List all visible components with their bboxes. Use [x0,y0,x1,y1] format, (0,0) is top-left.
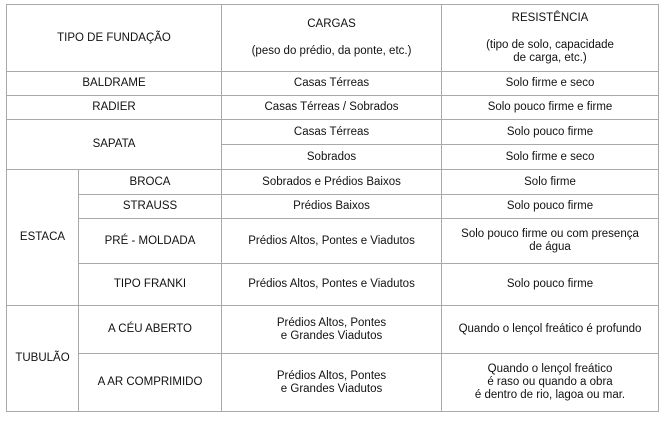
cargas-radier: Casas Térreas / Sobrados [222,96,442,120]
table-row-broca [7,170,659,195]
header-resistencia-subtitle: (tipo de solo, capacidade de carga, etc.) [486,38,614,64]
cargas-ar-comprimido: Prédios Altos, Pontes e Grandes Viadutos [222,354,442,412]
resistencia-baldrame: Solo firme e seco [442,72,659,96]
tipo-strauss: STRAUSS [79,195,222,219]
resistencia-ceu-aberto: Quando o lençol freático é profundo [442,306,659,354]
table-row-radier [7,96,659,120]
tipo-radier: RADIER [7,96,222,120]
resistencia-strauss: Solo pouco firme [442,195,659,219]
cargas-pre-moldada: Prédios Altos, Pontes e Viadutos [222,219,442,264]
table-row-ceu-aberto [7,306,659,354]
resistencia-pre-moldada: Solo pouco firme ou com presença de água [442,219,659,264]
cargas-broca: Sobrados e Prédios Baixos [222,170,442,195]
header-cargas-title: CARGAS [307,18,356,30]
tipo-broca: BROCA [79,170,222,195]
header-row [7,5,659,72]
tipo-sapata: SAPATA [7,120,222,170]
table-row-tipo-franki [7,264,659,306]
header-cargas-cell [222,5,442,72]
table-row-baldrame [7,72,659,96]
cargas-tipo-franki: Prédios Altos, Pontes e Viadutos [222,264,442,306]
group-tubulao: TUBULÃO [7,306,79,412]
resistencia-radier: Solo pouco firme e firme [442,96,659,120]
tipo-ar-comprimido: A AR COMPRIMIDO [79,354,222,412]
tipo-ceu-aberto: A CÉU ABERTO [79,306,222,354]
table-row-ar-comprimido [7,354,659,412]
cargas-sapata-2: Sobrados [222,145,442,170]
resistencia-broca: Solo firme [442,170,659,195]
resistencia-tipo-franki: Solo pouco firme [442,264,659,306]
group-estaca: ESTACA [7,170,79,306]
resistencia-ar-comprimido: Quando o lençol freático é raso ou quando a obra é dentro de rio, lagoa ou mar. [442,354,659,412]
header-resistencia-cell [442,5,659,72]
header-tipo: TIPO DE FUNDAÇÃO [57,31,171,44]
table-row-pre-moldada [7,219,659,264]
header-resistencia-title: RESISTÊNCIA [511,11,589,24]
tipo-tipo-franki: TIPO FRANKI [79,264,222,306]
cargas-ceu-aberto: Prédios Altos, Pontes e Grandes Viadutos [222,306,442,354]
cargas-sapata-1: Casas Térreas [222,120,442,145]
cargas-baldrame: Casas Térreas [222,72,442,96]
tipo-baldrame: BALDRAME [7,72,222,96]
cargas-strauss: Prédios Baixos [222,195,442,219]
foundation-types-table [6,4,659,412]
header-tipo-cell [7,5,222,72]
resistencia-sapata-1: Solo pouco firme [442,120,659,145]
table-row-strauss [7,195,659,219]
resistencia-sapata-2: Solo firme e seco [442,145,659,170]
table-row-sapata-1 [7,120,659,145]
header-cargas-subtitle: (peso do prédio, da ponte, etc.) [251,45,412,57]
tipo-pre-moldada: PRÉ - MOLDADA [79,219,222,264]
